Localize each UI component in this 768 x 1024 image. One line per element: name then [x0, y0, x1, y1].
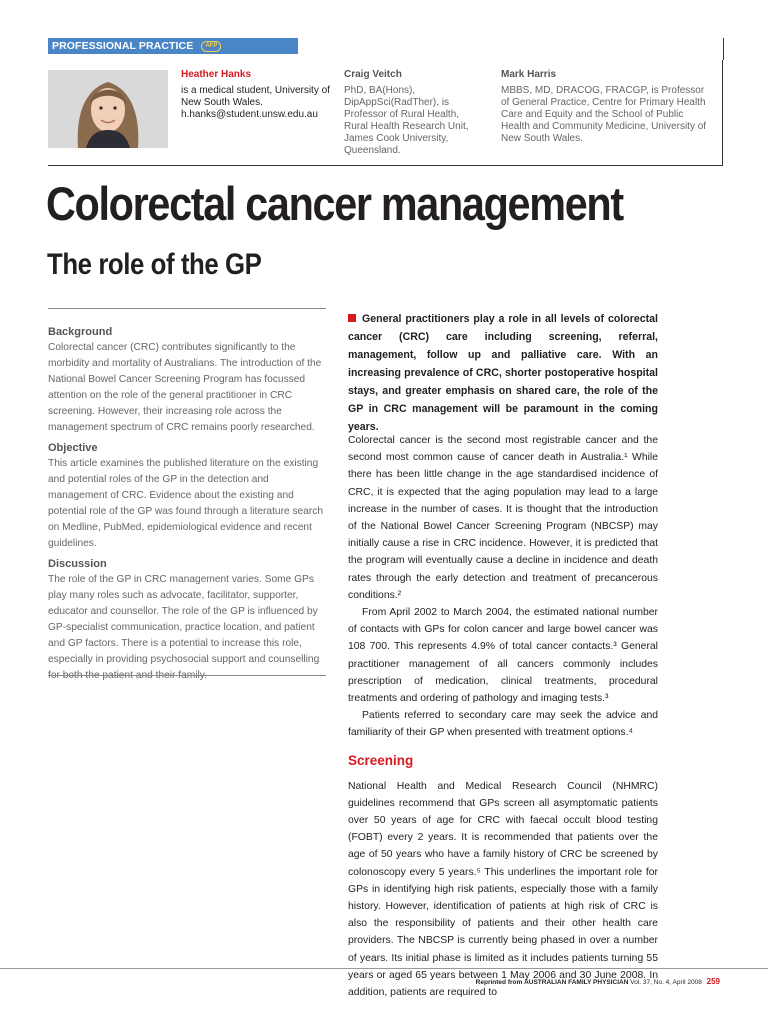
- body-paragraph: Patients referred to secondary care may seek the advice and familiarity of their GP when presented with treatment options.⁴: [348, 710, 658, 739]
- footer-journal: AUSTRALIAN FAMILY PHYSICIAN: [524, 979, 629, 986]
- objective-text: This article examines the published literature on the existing and potential roles of the GP in the detection and management of CRC. Evidence about the existing and potential role of the GP was found through a literature search on Medline, PubMed, epidemiological evidence and recent guidelines.: [48, 458, 324, 549]
- page-footer: [476, 977, 720, 986]
- author-2: [344, 69, 484, 157]
- footer-prefix: Reprinted from: [475, 979, 523, 986]
- author-box: [48, 60, 723, 166]
- lead-text: General practitioners play a role in all levels of colorectal cancer (CRC) care including screening, referral, management, follow up and palliative care. With an increasing prevalence of CRC, shorter postoperative hospital stays, and greater emphasis on shared care, the role of the GP in CRC management will be paramount in the coming years.: [348, 313, 658, 433]
- screening-heading: Screening: [348, 752, 414, 768]
- body-paragraph: From April 2002 to March 2004, the estimated national number of contacts with GPs for colon cancer and large bowel cancer was 108 700. This represents 4.9% of total cancer contacts.³ General practitioner management of all cancers commonly includes prescription of medication, clinical treatments, procedural treatments and ordering of pathology and imaging tests.³: [348, 607, 658, 705]
- discussion-text: The role of the GP in CRC management varies. Some GPs play many roles such as advocate, facilitator, supporter, educator and counsellor. The role of the GP is influenced by GP-specialist communication, practice location, and patient and GP factors. There is a potential to increase this role, especially in providing psychosocial support and counselling: [48, 574, 320, 665]
- abstract-bottom-rule: [48, 675, 326, 676]
- page-number: 259: [706, 977, 720, 986]
- author-name: Mark Harris: [501, 69, 557, 80]
- footer-rule: [0, 968, 768, 969]
- author-3: [501, 69, 713, 145]
- article-subtitle: The role of the GP: [47, 248, 262, 281]
- author-photo: [48, 70, 168, 148]
- body-text: [348, 432, 658, 1001]
- abstract-top-rule: [48, 308, 326, 309]
- afp-logo-icon: AFP: [201, 41, 221, 52]
- body-paragraph: Colorectal cancer is the second most registrable cancer and the second most common cause of cancer death in Australia.¹ While there has been little change in the age standardised incidence of CRC, it is expected that the aging population may lead to a large increase in the number of cases. It is thought that the introduction of the National Bowel Cancer Screening Program (NBCSP) may initially cause a rise in CRC incidence. However, it is predicted that the program will eventually cause a decline in incidence and death rates through the early detection and treatment of precancerous conditions.²: [348, 435, 658, 601]
- author-box-divider: [723, 38, 724, 60]
- lead-paragraph: [348, 310, 658, 436]
- author-1: [181, 69, 331, 121]
- author-name: Craig Veitch: [344, 69, 402, 80]
- author-bio: MBBS, MD, DRACOG, FRACGP, is Professor of General Practice, Centre for Primary Health Care and Equity and the School of Public Health and Community Medicine, University of New South Wales.: [501, 85, 707, 144]
- bullet-square-icon: [348, 314, 356, 322]
- objective-heading: Objective: [48, 442, 98, 454]
- body-paragraph: National Health and Medical Research Council (NHMRC) guidelines recommend that GPs screen all asymptomatic patients over 50 years of age for CRC with faecal occult blood testing (FOBT) every 2 years. It is recommended that patients over the age of 50 years who have a family history of CRC be screened by colonoscopy every 5 years.⁵ This underlines the important role for GPs in identifying high risk patients, especially those with a family history. However, identification of patients at high risk of CRC is also the responsibility of patients and their other health care providers. The NBCSP is currently being phased in over a number of years. Its initial phase is limited as it includes patients turning 55 years or aged 65 years between 1 May 2006 and 30 June 2008. In addition, patients are required to: [348, 780, 658, 999]
- abstract: [48, 320, 326, 688]
- section-label: PROFESSIONAL PRACTICE: [52, 40, 194, 52]
- section-bar: [48, 38, 298, 54]
- background-heading: Background: [48, 326, 113, 338]
- background-text: Colorectal cancer (CRC) contributes significantly to the morbidity and mortality of Australians. The introduction of the National Bowel Cancer Screening Program has focussed attention on the role of the general practitioner in CRC screening. However, their increasing role across the management spectrum of CRC remains poorly researched.: [48, 342, 322, 433]
- author-bio: PhD, BA(Hons), DipAppSci(RadTher), is Professor of Rural Health, Rural Health Research Unit, James Cook University, Queensland.: [344, 85, 469, 156]
- footer-issue: Vol. 37, No. 4, April 2008: [630, 979, 702, 986]
- author-bio: is a medical student, University of New South Wales. h.hanks@student.unsw.edu.au: [181, 85, 330, 120]
- discussion-heading: Discussion: [48, 558, 107, 570]
- article-title: Colorectal cancer management: [46, 177, 623, 230]
- author-name: Heather Hanks: [181, 69, 252, 80]
